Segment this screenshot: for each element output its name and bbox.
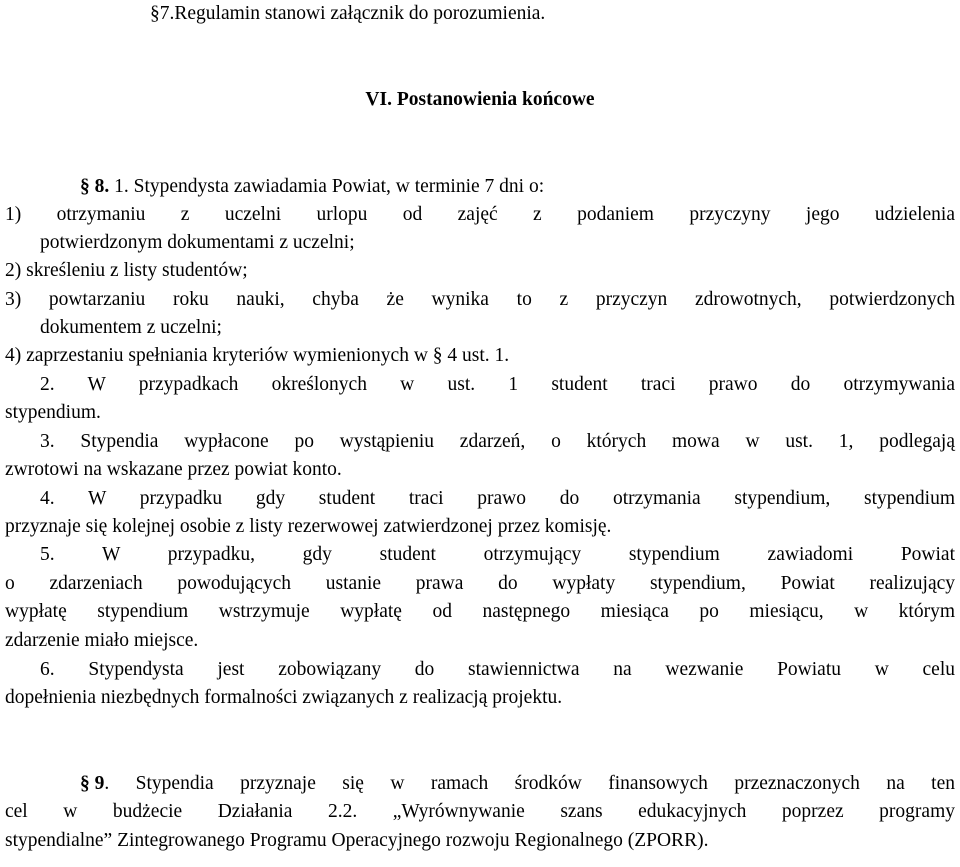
paragraph-line: dokumentem z uczelni;: [40, 317, 222, 338]
paragraph-line: zdarzenie miało miejsce.: [5, 630, 199, 651]
paragraph-line: przyznaje się kolejnej osobie z listy rezerwowej zatwierdzonej przez komisję.: [5, 516, 612, 537]
paragraph-line: dopełnienia niezbędnych formalności związanych z realizacją projektu.: [5, 687, 563, 708]
section-7-text: 7.Regulamin stanowi załącznik do porozumienia.: [159, 3, 546, 24]
paragraph-line: zwrotowi na wskazane przez powiat konto.: [5, 459, 342, 480]
section-7: [150, 2, 960, 26]
section-symbol: §: [150, 3, 160, 24]
paragraph-line-part: 4) zaprzestaniu spełniania kryteriów wymienionych w: [5, 345, 428, 366]
paragraph-line-part: 4 ust. 1.: [442, 345, 510, 366]
paragraph-line: 3) powtarzaniu roku nauki, chyba że wynika to z przyczyn zdrowotnych, potwierdzonych: [5, 289, 955, 310]
paragraph-line: potwierdzonym dokumentami z uczelni;: [40, 232, 355, 253]
paragraph-line: cel w budżecie Działania 2.2. „Wyrównywanie szans edukacyjnych poprzez programy: [5, 801, 955, 822]
paragraph-line: 6. Stypendysta jest zobowiązany do stawiennictwa na wezwanie Powiatu w celu: [40, 659, 955, 680]
section-8-intro: [80, 175, 960, 199]
paragraph-line: wypłatę stypendium wstrzymuje wypłatę od następnego miesiąca po miesiącu, w którym: [5, 601, 955, 622]
section-symbol: §: [80, 176, 90, 197]
paragraph-line: 2. W przypadkach określonych w ust. 1 student traci prawo do otrzymywania: [40, 374, 955, 395]
paragraph-line: stypendialne” Zintegrowanego Programu Operacyjnego rozwoju Regionalnego (ZPORR).: [5, 830, 709, 851]
paragraph-line: 5. W przypadku, gdy student otrzymujący stypendium zawiadomi Powiat: [40, 544, 955, 565]
section-symbol: §: [80, 773, 90, 794]
paragraph-line: [5, 344, 960, 368]
section-number: 8.: [94, 176, 110, 197]
paragraph-line: 4. W przypadku gdy student traci prawo do otrzymania stypendium, stypendium: [40, 488, 955, 509]
section-number: 9: [94, 773, 105, 794]
chapter-heading: VI. Postanowienia końcowe: [365, 89, 595, 110]
paragraph-line: 3. Stypendia wypłacone po wystąpieniu zdarzeń, o których mowa w ust. 1, podlegają: [40, 431, 955, 452]
paragraph-line: . Stypendia przyznaje się w ramach środków finansowych przeznaczonych na ten: [104, 773, 955, 794]
paragraph-line: stypendium.: [5, 402, 101, 423]
section-symbol: §: [432, 345, 443, 366]
section-9-intro: [80, 772, 955, 796]
paragraph-line: o zdarzeniach powodujących ustanie prawa do wypłaty stypendium, Powiat realizujący: [5, 573, 955, 594]
paragraph-line: 2) skreśleniu z listy studentów;: [5, 260, 248, 281]
paragraph-line: 1) otrzymaniu z uczelni urlopu od zajęć z podaniem przyczyny jego udzielenia: [5, 204, 955, 225]
paragraph-line: 1. Stypendysta zawiadamia Powiat, w terminie 7 dni o:: [109, 176, 545, 197]
